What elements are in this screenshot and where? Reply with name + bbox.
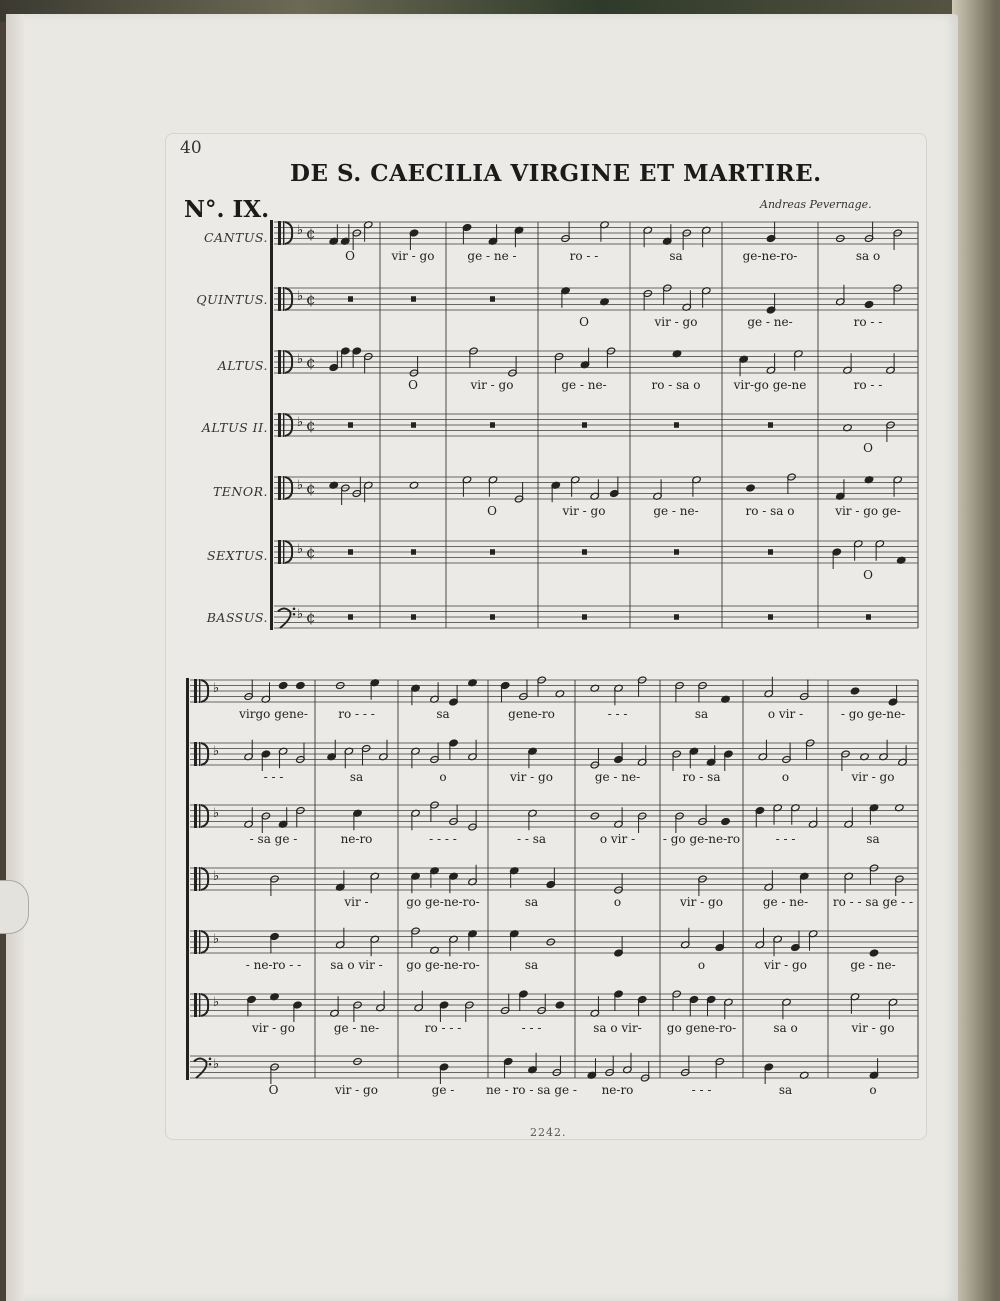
time-signature: ¢ [306,543,316,562]
lyric-syllables: O [487,504,497,518]
lyric-syllables: O [863,441,873,455]
c-clef [199,679,200,703]
lyric-syllables: ro - sa o [745,504,795,518]
rest [348,614,353,620]
lyric-syllables: ge - ne- [762,895,809,909]
lyric-syllables: ge - ne- [747,315,793,329]
rest [348,296,353,302]
rest [582,549,587,555]
lyric-syllables: go gene-ro- [666,1021,737,1035]
note-head [296,682,305,690]
lyric-syllables: vir - go [562,504,606,518]
lyric-syllables: ge - ne - [467,249,517,263]
c-clef [194,993,197,1017]
lyric-syllables: gene-ro [508,707,555,721]
c-clef [199,930,200,954]
flat-key-signature: ♭ [213,1057,220,1073]
c-clef [278,350,281,374]
lyric-syllables: - ne-ro - - [245,958,302,972]
rest [768,614,773,620]
lyric-syllables: - - - [521,1021,542,1035]
time-signature: ¢ [306,608,316,627]
lyric-syllables: ne - ro - sa ge - [486,1083,577,1097]
lyric-syllables: O [579,315,589,329]
flat-key-signature: ♭ [213,806,220,822]
c-clef [199,804,200,828]
lyric-syllables: sa o vir- [593,1021,642,1035]
rest [348,422,353,428]
lyric-syllables: ro - - [853,378,883,392]
c-clef [199,742,200,766]
flat-key-signature: ♭ [297,352,304,368]
system-bracket [186,678,189,1080]
voice-label-altus-ii: ALTUS II. [201,420,268,435]
c-clef [199,867,200,891]
rest [411,422,416,428]
page-title: DE S. CAECILIA VIRGINE ET MARTIRE. [290,160,822,187]
plate-number: 2242. [530,1126,567,1139]
lyric-syllables: O [268,1083,279,1097]
rest [348,549,353,555]
rest [490,549,495,555]
note-head [869,949,878,957]
lyric-syllables: ge - ne- [333,1021,380,1035]
lyric-syllables: ro - - sa ge - - [832,895,914,909]
note-head [850,687,859,695]
lyric-syllables: o [781,770,790,784]
rest [411,549,416,555]
lyric-syllables: vir - go ge- [835,504,901,518]
lyric-syllables: o [613,895,622,909]
lyric-syllables: - - - [607,707,628,721]
voice-label-cantus: CANTUS. [204,230,268,245]
time-signature: ¢ [306,224,316,243]
rest [768,549,773,555]
lyric-syllables: ne-ro [340,832,373,846]
lyric-syllables: o [697,958,706,972]
lyric-syllables: vir - go [851,770,895,784]
note-head [746,484,755,492]
lyric-syllables: sa [436,707,450,721]
lyric-syllables: O [345,249,355,263]
note-head [721,818,730,826]
rest [490,422,495,428]
c-clef [194,867,197,891]
c-clef [283,350,284,374]
c-clef [283,476,284,500]
lyric-syllables: - - sa [516,832,547,846]
lyric-syllables: ge - ne- [561,378,607,392]
lyric-syllables: sa [866,832,880,846]
lyric-syllables: o [439,770,447,784]
lyric-syllables: vir - go [252,1021,295,1035]
c-clef [283,413,284,437]
system-bracket [270,220,273,630]
lyric-syllables: - - - [775,832,796,846]
lyric-syllables: vir - go [510,770,553,784]
note-head [278,682,287,690]
time-signature: ¢ [306,290,316,309]
lyric-syllables: ro - - [853,315,883,329]
rest [866,614,871,620]
piece-number: N°. IX. [184,196,270,223]
lyric-syllables: sa o vir - [330,958,383,972]
lyric-syllables: ge - ne- [653,504,699,518]
note-head [555,1001,564,1009]
voice-label-quintus: QUINTUS. [196,292,268,307]
lyric-syllables: vir - go [851,1021,895,1035]
lyric-syllables: O [408,378,418,392]
f-clef [293,613,296,616]
rest [674,549,679,555]
lyric-syllables: virgo gene- [239,707,308,721]
lyric-syllables: sa [524,958,539,972]
lyric-syllables: vir - go [391,249,435,263]
lyric-syllables: vir - go [764,958,807,972]
c-clef [194,742,197,766]
rest [411,614,416,620]
lyric-syllables: go ge-ne-ro- [406,895,480,909]
c-clef [278,540,281,564]
lyric-syllables: vir - go [335,1083,378,1097]
flat-key-signature: ♭ [297,542,304,558]
c-clef [283,287,284,311]
voice-label-sextus: SEXTUS. [206,548,268,563]
rest [490,296,495,302]
flat-key-signature: ♭ [297,478,304,494]
rest [768,422,773,428]
c-clef [194,804,197,828]
f-clef [293,607,296,610]
voice-label-altus: ALTUS. [217,358,268,373]
lyric-syllables: - - - - [429,832,457,846]
page-number: 40 [180,138,202,158]
lyric-syllables: sa [349,770,364,784]
time-signature: ¢ [306,479,316,498]
lyric-syllables: vir - go [654,315,698,329]
flat-key-signature: ♭ [297,415,304,431]
lyric-syllables: ro - - - [424,1021,462,1035]
flat-key-signature: ♭ [213,681,220,697]
c-clef [278,221,281,245]
lyric-syllables: go ge-ne-ro- [406,958,480,972]
rest [674,614,679,620]
voice-label-tenor: TENOR. [212,484,268,499]
lyric-syllables: ge-ne-ro- [742,249,798,263]
flat-key-signature: ♭ [213,995,220,1011]
rest [411,296,416,302]
flat-key-signature: ♭ [213,932,220,948]
rest [582,614,587,620]
lyric-syllables: ge - [431,1083,455,1097]
c-clef [278,476,281,500]
lyric-syllables: ro - - [569,249,599,263]
lyric-syllables: sa [694,707,709,721]
lyric-syllables: sa [524,895,539,909]
rest [490,614,495,620]
lyric-syllables: O [863,568,873,582]
note-head [864,301,873,309]
lyric-syllables: ge - ne- [850,958,896,972]
lyric-syllables: sa o [773,1021,798,1035]
lyric-syllables: sa o [855,249,881,263]
lyric-syllables: - - - [263,770,284,784]
flat-key-signature: ♭ [297,223,304,239]
composer-credit: Andreas Pevernage. [760,198,872,211]
f-clef [209,1057,212,1060]
lyric-syllables: ro - sa [682,770,721,784]
rest [674,422,679,428]
c-clef [278,287,281,311]
lyric-syllables: vir-go ge-ne [733,378,807,392]
lyric-syllables: ne-ro [601,1083,634,1097]
lyric-syllables: ro - - - [338,707,375,721]
lyric-syllables: ge - ne- [594,770,641,784]
lyric-syllables: vir - go [680,895,723,909]
lyric-syllables: sa [669,249,683,263]
c-clef [199,993,200,1017]
c-clef [278,413,281,437]
lyric-syllables: - - - [691,1083,712,1097]
voice-label-bassus: BASSUS. [206,610,268,625]
f-clef [209,1063,212,1066]
rest [582,422,587,428]
c-clef [283,221,284,245]
lyric-syllables: vir - [344,895,369,909]
lyric-syllables: o vir - [767,707,804,721]
time-signature: ¢ [306,353,316,372]
lyric-syllables: - go ge-ne- [840,707,906,721]
flat-key-signature: ♭ [213,744,220,760]
lyric-syllables: vir - go [470,378,514,392]
lyric-syllables: - sa ge - [249,832,298,846]
flat-key-signature: ♭ [213,869,220,885]
lyric-syllables: o vir - [599,832,636,846]
lyric-syllables: ro - sa o [651,378,701,392]
c-clef [194,930,197,954]
c-clef [283,540,284,564]
lyric-syllables: sa [778,1083,793,1097]
time-signature: ¢ [306,416,316,435]
flat-key-signature: ♭ [297,289,304,305]
lyric-syllables: - go ge-ne-ro [662,832,741,846]
lyric-syllables: o [869,1083,877,1097]
c-clef [194,679,197,703]
flat-key-signature: ♭ [297,607,304,623]
